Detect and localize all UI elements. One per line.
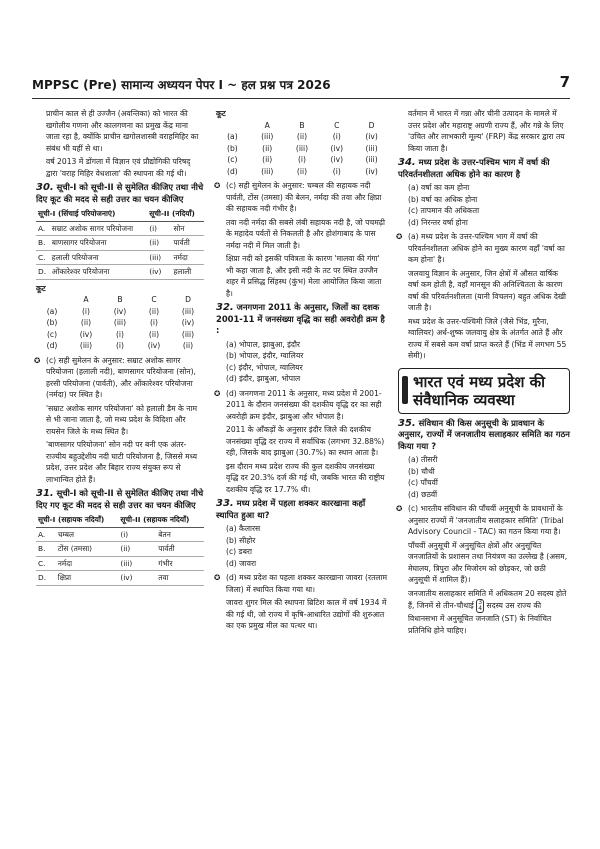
paragraph: 'बाणसागर परियोजना' सोन नदी पर बनी एक अंतर-राज्यीय बहुउद्देशीय नदी घाटी परियोजना है, जिससे मध्य प्रदेश, उत्तर प्रदेश और बिहार राज्य संयुक्त रूप से लाभान्वित होते हैं। xyxy=(46,440,197,484)
answer-34 xyxy=(398,231,570,266)
table-cell: पार्वती xyxy=(156,542,204,557)
answer-31 xyxy=(216,180,388,215)
paragraph: क्षिप्रा नदी को इसकी पवित्रता के कारण 'मालवा की गंगा' भी कहा जाता है, और इसी नदी के तट पर स्थित उज्जैन शहर में प्रसिद्ध सिंहस्थ (कुंभ) मेला आयोजित किया जाता है। xyxy=(226,254,382,298)
code-cell: (ii) xyxy=(262,143,273,153)
table-cell: हलाली परियोजना xyxy=(50,250,147,265)
table-cell: (iii) xyxy=(118,556,156,571)
table-cell: सम्राट अशोक सागर परियोजना xyxy=(50,221,147,236)
code-cell: (iv) xyxy=(330,155,344,164)
code-cell: (i) xyxy=(115,329,125,339)
code-cell: (iv) xyxy=(113,306,127,316)
code-col: B xyxy=(117,295,123,304)
code-col: A xyxy=(83,295,89,304)
code-cell: (iii) xyxy=(365,143,378,153)
code-row xyxy=(216,166,388,178)
table-cell: तवा xyxy=(156,571,204,586)
table-cell: (i) xyxy=(147,221,171,236)
code-cell: (ii) xyxy=(148,329,160,339)
question-text: जनगणना 2011 के अनुसार, जिलों का दशक 2001-11 में जनसंख्या वृद्धि का सही अवरोही क्रम है : xyxy=(216,302,385,335)
code-cell: (d) xyxy=(46,341,58,350)
code-row xyxy=(216,154,388,166)
table-cell: (iv) xyxy=(118,571,156,586)
option: (a) वर्षा का कम होना xyxy=(408,183,470,192)
table-cell: बाणसागर परियोजना xyxy=(50,236,147,251)
table-header: सूची-I (सहायक नदियाँ) xyxy=(36,513,118,527)
answer-marker-icon: ✪ xyxy=(214,388,221,398)
code-col: D xyxy=(368,120,375,130)
paragraph: प्राचीन काल से ही उज्जैन (अवन्तिका) को भारत की खगोलीय गणना और कालगणना का प्रमुख केंद्र माना जाता रहा है, क्योंकि प्राचीन खगोलशास्त्री वराहमिहिर का संबंध भी यहीं से था। xyxy=(46,109,199,153)
question-text: संविधान की किस अनुसूची के प्रावधान के अनुसार, राज्यों में जनजातीय सलाहकार समिति का गठन किया गया ? xyxy=(398,417,570,451)
table-cell: (iii) xyxy=(147,250,171,265)
answer-marker-icon: ✪ xyxy=(214,181,221,190)
paragraph: पाँचवीं अनुसूची में अनुसूचित क्षेत्रों और अनुसूचित जनजातियों के प्रशासन तथा नियंत्रण का उल्लेख है (असम, मेघालय, त्रिपुरा और मिजोरम को छोड़कर, जो छठी अनुसूची में शामिल हैं)। xyxy=(408,540,568,584)
table-cell: C. xyxy=(36,250,50,265)
code-cell: (iii) xyxy=(113,318,127,327)
code-cell: (iii) xyxy=(79,341,93,350)
code-cell: (ii) xyxy=(80,318,92,327)
paragraph: 'सम्राट अशोक सागर परियोजना' को हलाली डैम के नाम से भी जाना जाता है, जो मध्य प्रदेश के विदिशा और रायसेन जिले के मध्य स्थित है। xyxy=(46,403,197,436)
table-cell: (ii) xyxy=(147,236,171,251)
table-row xyxy=(36,527,204,542)
option: (a) कैलारस xyxy=(226,524,261,533)
page-number: 7 xyxy=(559,73,570,91)
table-row xyxy=(36,556,204,571)
paragraph-text: जनजातीय सलाहकार समिति में अधिकतम 20 सदस्य होते हैं, जिनमें से तीन-चौथाई xyxy=(408,588,567,610)
question-34 xyxy=(398,157,570,180)
paragraph: तवा नदी नर्मदा की सबसे लंबी सहायक नदी है, जो पचमढ़ी के महादेव पर्वतों से निकलती है और होशंगाबाद के पास नर्मदा नदी में मिल जाती है। xyxy=(226,217,386,250)
option: (c) पाँचवीं xyxy=(408,478,438,487)
code-col: C xyxy=(151,295,157,304)
option: (b) भोपाल, इंदौर, ग्वालियर xyxy=(226,351,304,360)
option: (b) चौथी xyxy=(408,466,435,476)
code-row xyxy=(36,306,204,318)
code-col: C xyxy=(334,120,340,130)
option: (d) जावरा xyxy=(226,558,257,568)
code-cell: (ii) xyxy=(296,166,308,176)
code-cell: (ii) xyxy=(296,132,308,141)
question-35 xyxy=(398,418,570,453)
code-cell: (iii) xyxy=(365,155,378,164)
table-cell: गंभीर xyxy=(156,556,204,571)
code-cell: (i) xyxy=(332,132,341,141)
fraction-denominator: 4 xyxy=(478,605,483,612)
table-cell: D. xyxy=(36,265,50,280)
table-cell: चम्बल xyxy=(56,527,119,542)
paragraph xyxy=(398,588,570,637)
code-row xyxy=(216,143,388,155)
option: (b) सीहोर xyxy=(226,535,256,545)
answer-text: (a) मध्य प्रदेश के उत्तर-पश्चिम भाग में वर्षा की परिवर्तनशीलता अधिक होने का मुख्य कारण वहाँ 'वर्षा का कम होना' है। xyxy=(408,232,565,264)
paragraph: जावरा शुगर मिल की स्थापना ब्रिटिश काल में वर्ष 1934 में की गई थी, जो राज्य में कृषि-आधारित उद्योगों की शुरुआत का एक प्रमुख मील का पत्थर था। xyxy=(226,598,387,630)
answer-text: (d) जनगणना 2011 के अनुसार, मध्य प्रदेश में 2001-2011 के दौरान जनसंख्या की दशकीय वृद्धि दर का सही अवरोही क्रम इंदौर, झाबुआ और भोपाल है। xyxy=(226,388,382,421)
answer-text: (d) मध्य प्रदेश का पहला शक्कर कारखाना जावरा (रतलाम जिला) में स्थापित किया गया था। xyxy=(226,573,388,594)
match-table-31 xyxy=(36,513,204,586)
code-row xyxy=(216,131,388,143)
code-cell: (iii) xyxy=(261,132,274,141)
code-label: कूट xyxy=(216,109,226,118)
question-text: मध्य प्रदेश में पहला शक्कर कारखाना कहाँ स्थापित हुआ था? xyxy=(216,498,366,520)
table-cell: D. xyxy=(36,571,56,586)
option: (d) छठवीं xyxy=(408,489,438,499)
section-banner xyxy=(398,368,570,414)
column-left xyxy=(36,108,204,589)
table-cell: सोन xyxy=(171,221,204,236)
table-cell: हलाली xyxy=(171,265,204,280)
answer-marker-icon: ✪ xyxy=(396,504,403,513)
table-cell: B. xyxy=(36,236,50,251)
answer-text: (c) सही सुमेलन के अनुसार: सम्राट अशोक सागर परियोजना (हलाली नदी), बाणसागर परियोजना (सोन), हरसी परियोजना (पार्वती), और ओंकारेश्वर परियोजना (नर्मदा) पर स्थित है। xyxy=(46,355,196,399)
paragraph: जलवायु विज्ञान के अनुसार, जिन क्षेत्रों में औसत वार्षिक वर्षा कम होती है, वहाँ मानसून की अनिश्चितता के कारण वर्षा की परिवर्तनशीलता (यानी विचलन) बहुत अधिक देखी जाती है। xyxy=(408,268,567,312)
paragraph: वर्तमान में भारत में गन्ना और चीनी उत्पादन के मामले में उत्तर प्रदेश और महाराष्ट्र अग्रणी राज्य हैं, और गन्ने के लिए 'उचित और लाभकारी मूल्य' (FRP) केंद्र सरकार द्वारा तय किया जाता है। xyxy=(408,109,565,153)
question-text: मध्य प्रदेश के उत्तर-पश्चिम भाग में वर्षा की परिवर्तनशीलता अधिक होने का कारण है xyxy=(398,157,550,179)
table-cell: ओंकारेश्वर परियोजना xyxy=(50,265,147,280)
answer-marker-icon: ✪ xyxy=(396,232,403,241)
option: (d) इंदौर, झाबुआ, भोपाल xyxy=(226,374,301,383)
option: (a) तीसरी xyxy=(408,455,438,464)
answer-32 xyxy=(216,388,388,423)
table-cell: बेतन xyxy=(156,527,204,542)
code-cell: (i) xyxy=(149,318,159,327)
paragraph: 2011 के आँकड़ों के अनुसार इंदौर जिले की दशकीय जनसंख्या वृद्धि दर राज्य में सर्वाधिक (लगभग 32.88%) रही, जिसके बाद झाबुआ (30.7%) का स्थान आता है। xyxy=(226,425,385,457)
code-cell: (iv) xyxy=(330,143,344,153)
code-row xyxy=(36,317,204,329)
code-col: D xyxy=(185,295,191,304)
code-col: A xyxy=(264,120,270,130)
code-col: B xyxy=(299,120,305,130)
question-number: 30. xyxy=(36,182,54,193)
code-cell: (ii) xyxy=(148,306,160,316)
option: (c) डबरा xyxy=(226,547,252,556)
answer-33 xyxy=(216,572,388,595)
answer-35 xyxy=(398,503,570,538)
code-header xyxy=(36,294,204,306)
code-cell: (iii) xyxy=(181,306,195,316)
table-row xyxy=(36,236,204,251)
question-number: 33. xyxy=(216,498,234,509)
answer-text: (c) भारतीय संविधान की पाँचवीं अनुसूची के प्रावधानों के अनुसार राज्यों में 'जनजातीय सलाहकार समिति' (Tribal Advisory Council - TAC) का गठन किया गया है। xyxy=(408,504,564,536)
question-32 xyxy=(216,302,388,337)
page-header xyxy=(32,73,570,96)
answer-marker-icon: ✪ xyxy=(214,573,221,582)
code-cell: (iii) xyxy=(261,166,274,176)
option: (c) इंदौर, भोपाल, ग्वालियर xyxy=(226,362,303,372)
table-cell: नर्मदा xyxy=(171,250,204,265)
code-cell: (iv) xyxy=(365,166,378,176)
code-cell: (ii) xyxy=(182,341,194,350)
code-cell: (b) xyxy=(46,318,58,327)
table-header: सूची-II (नदियाँ) xyxy=(147,207,204,221)
header-rule xyxy=(32,98,570,99)
code-cell: (b) xyxy=(227,143,238,153)
code-row xyxy=(36,329,204,341)
table-row xyxy=(36,250,204,265)
table-header: सूची-I (सिंचाई परियोजनाएं) xyxy=(36,207,147,221)
column-right xyxy=(398,108,570,638)
answer-marker-icon: ✪ xyxy=(34,355,41,365)
table-header-row xyxy=(36,513,204,527)
answer-30 xyxy=(36,355,204,401)
code-cell: (i) xyxy=(332,166,341,176)
table-header: सूची-II (सहायक नदियाँ) xyxy=(118,513,204,527)
code-cell: (i) xyxy=(81,306,91,316)
code-label: कूट xyxy=(36,283,46,293)
table-cell: B. xyxy=(36,542,56,557)
section-title: भारत एवं मध्य प्रदेश की संवैधानिक व्यवस्था xyxy=(413,372,546,409)
code-row xyxy=(36,340,204,352)
table-cell: क्षिप्रा xyxy=(56,571,119,586)
option: (b) वर्षा का अधिक होना xyxy=(408,194,478,204)
question-text: सूची-I को सूची-II से सुमेलित कीजिए तथा नीचे दिए कूट की मदद से सही उत्तर का चयन कीजिए xyxy=(36,182,204,204)
table-cell: A. xyxy=(36,221,50,236)
paragraph-text: सदस्य उस राज्य की विधानसभा में अनुसूचित जनजाति (ST) के निर्वाचित प्रतिनिधि होने चाहिए। xyxy=(408,601,552,635)
table-cell: (ii) xyxy=(118,542,156,557)
question-number: 34. xyxy=(398,157,416,168)
question-text: सूची-I को सूची-II से सुमेलित कीजिए तथा नीचे दिए गए कूट की मदद से सही उत्तर का चयन कीजिए xyxy=(36,488,204,510)
option: (c) तापमान की अधिकता xyxy=(408,206,480,215)
code-cell: (iv) xyxy=(365,132,378,141)
answer-text: (c) सही सुमेलन के अनुसार: चम्बल की सहायक नदी पार्वती, टोंस (तमसा) की बेलन, नर्मदा की तवा और क्षिप्रा की सहायक नदी गंभीर है। xyxy=(226,181,382,213)
question-number: 31. xyxy=(36,488,54,499)
header-title: MPPSC (Pre) सामान्य अध्ययन पेपर I ~ हल प्रश्न पत्र 2026 xyxy=(32,78,331,92)
paragraph: मध्य प्रदेश के उत्तर-पश्चिमी जिले (जैसे भिंड, मुरैना, ग्वालियर) अर्ध-शुष्क जलवायु क्षेत्र के अंतर्गत आते हैं और राज्य में सबसे कम वर्षा प्राप्त करते हैं (भिंड में लगभग 55 सेमी)। xyxy=(408,316,567,360)
code-cell: (i) xyxy=(297,155,307,164)
question-30 xyxy=(36,182,204,205)
table-row xyxy=(36,265,204,280)
table-row xyxy=(36,542,204,557)
table-row xyxy=(36,221,204,236)
table-cell: टोंस (तमसा) xyxy=(56,542,119,557)
table-cell: (iv) xyxy=(147,265,171,280)
banner-bar-icon xyxy=(402,376,408,404)
question-number: 35. xyxy=(398,417,416,429)
table-cell: A. xyxy=(36,527,56,542)
option: (a) भोपाल, झाबुआ, इंदौर xyxy=(226,339,301,349)
code-cell: (d) xyxy=(227,166,238,176)
code-cell: (i) xyxy=(115,341,125,350)
code-cell: (iv) xyxy=(181,318,195,327)
code-cell: (a) xyxy=(46,306,58,316)
code-header xyxy=(216,120,388,132)
code-cell: (ii) xyxy=(262,155,273,164)
table-cell: (i) xyxy=(118,527,156,542)
code-cell: (c) xyxy=(46,329,58,339)
table-cell: C. xyxy=(36,556,56,571)
fraction-numerator: 3 xyxy=(478,599,483,606)
table-row xyxy=(36,571,204,586)
code-cell: (iii) xyxy=(181,329,195,339)
paragraph: वर्ष 2013 में डोंगला में विज्ञान एवं प्रौद्योगिकी परिषद् द्वारा 'वराह मिहिर वेधशाला' की स्थापना की गई थी। xyxy=(46,157,191,178)
question-31 xyxy=(36,488,204,511)
code-cell: (iv) xyxy=(147,341,161,350)
code-cell: (c) xyxy=(227,155,238,164)
code-cell: (iv) xyxy=(79,329,93,339)
code-cell: (iii) xyxy=(295,143,309,153)
table-cell: नर्मदा xyxy=(56,556,119,571)
option: (d) निरन्तर वर्षा होना xyxy=(408,217,468,227)
paragraph: इस दौरान मध्य प्रदेश राज्य की कुल दशकीय जनसंख्या वृद्धि दर 20.3% दर्ज की गई थी, जबकि भारत की राष्ट्रीय दशकीय वृद्धि दर 17.7% थी। xyxy=(226,461,385,494)
question-33 xyxy=(216,498,388,521)
table-header-row xyxy=(36,207,204,221)
match-table-30 xyxy=(36,207,204,280)
question-number: 32. xyxy=(216,302,234,313)
code-cell: (a) xyxy=(227,132,238,141)
table-cell: पार्वती xyxy=(171,236,204,251)
fraction-box xyxy=(476,599,484,613)
column-middle xyxy=(216,108,388,634)
